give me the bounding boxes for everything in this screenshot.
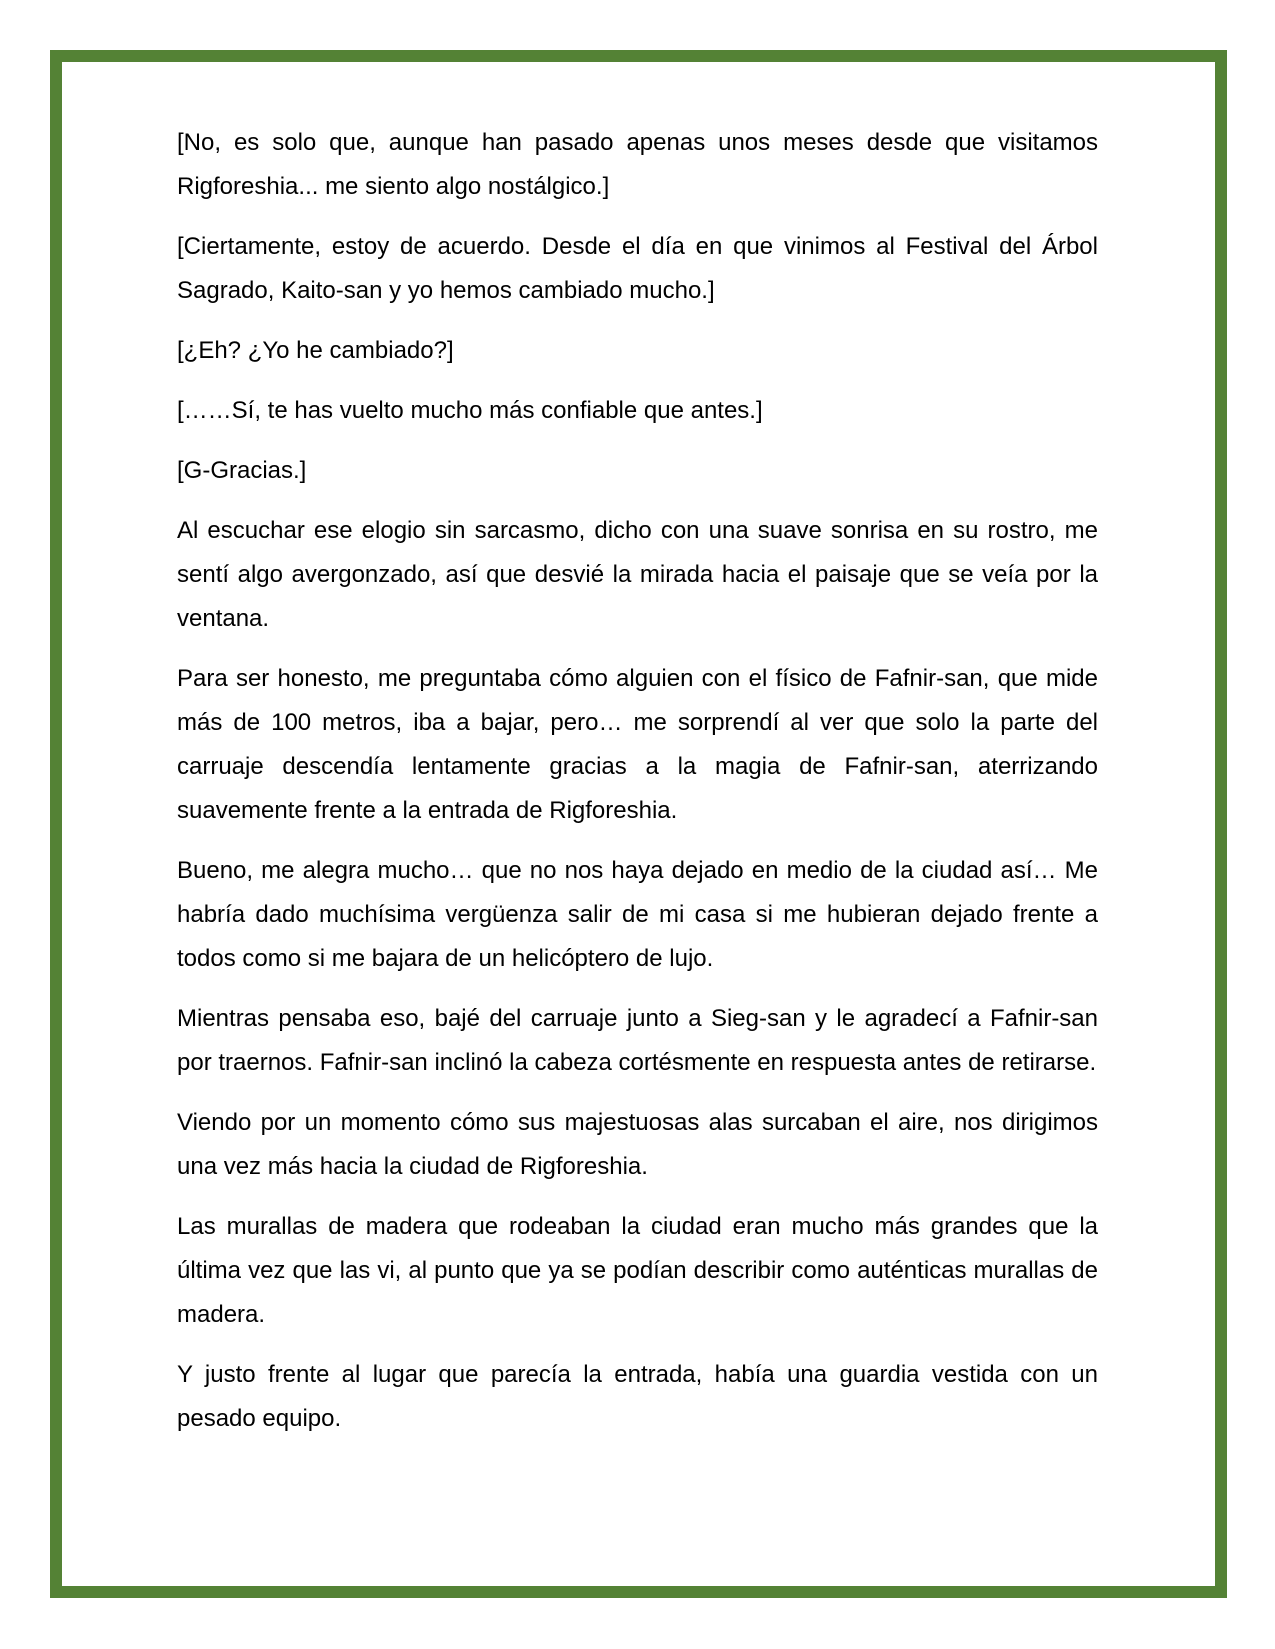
paragraph: Al escuchar ese elogio sin sarcasmo, dicho con una suave sonrisa en su rostro, me sentí algo avergonzado, así que desvié la mirada hacia el paisaje que se veía por la ventana. <box>177 517 1098 632</box>
paragraph: Mientras pensaba eso, bajé del carruaje junto a Sieg-san y le agradecí a Fafnir-san por traernos. Fafnir-san inclinó la cabeza cortésmente en respuesta antes de retirarse. <box>177 1005 1098 1076</box>
paragraph: Viendo por un momento cómo sus majestuosas alas surcaban el aire, nos dirigimos una vez más hacia la ciudad de Rigforeshia. <box>177 1109 1098 1180</box>
paragraph: [Ciertamente, estoy de acuerdo. Desde el día en que vinimos al Festival del Árbol Sagrado, Kaito-san y yo hemos cambiado mucho.] <box>177 233 1098 304</box>
paragraph: Y justo frente al lugar que parecía la entrada, había una guardia vestida con un pesado equipo. <box>177 1361 1098 1432</box>
paragraph: [……Sí, te has vuelto mucho más confiable que antes.] <box>177 397 763 424</box>
paragraph: [No, es solo que, aunque han pasado apenas unos meses desde que visitamos Rigforeshia... me siento algo nostálgico.] <box>177 129 1098 200</box>
document-body <box>177 121 1098 1457</box>
paragraph: Para ser honesto, me preguntaba cómo alguien con el físico de Fafnir-san, que mide más de 100 metros, iba a bajar, pero… me sorprendí al ver que solo la parte del carruaje descendía lentamente gracias a la magia de Fafnir-san, aterrizando suavemente frente a la entrada de Rigforeshia. <box>177 665 1098 824</box>
paragraph: [¿Eh? ¿Yo he cambiado?] <box>177 337 454 364</box>
paragraph: [G-Gracias.] <box>177 457 307 484</box>
paragraph: Bueno, me alegra mucho… que no nos haya dejado en medio de la ciudad así… Me habría dado muchísima vergüenza salir de mi casa si me hubieran dejado frente a todos como si me bajara de un helicóptero de lujo. <box>177 857 1098 972</box>
paragraph: Las murallas de madera que rodeaban la ciudad eran mucho más grandes que la última vez que las vi, al punto que ya se podían describir como auténticas murallas de madera. <box>177 1213 1098 1328</box>
